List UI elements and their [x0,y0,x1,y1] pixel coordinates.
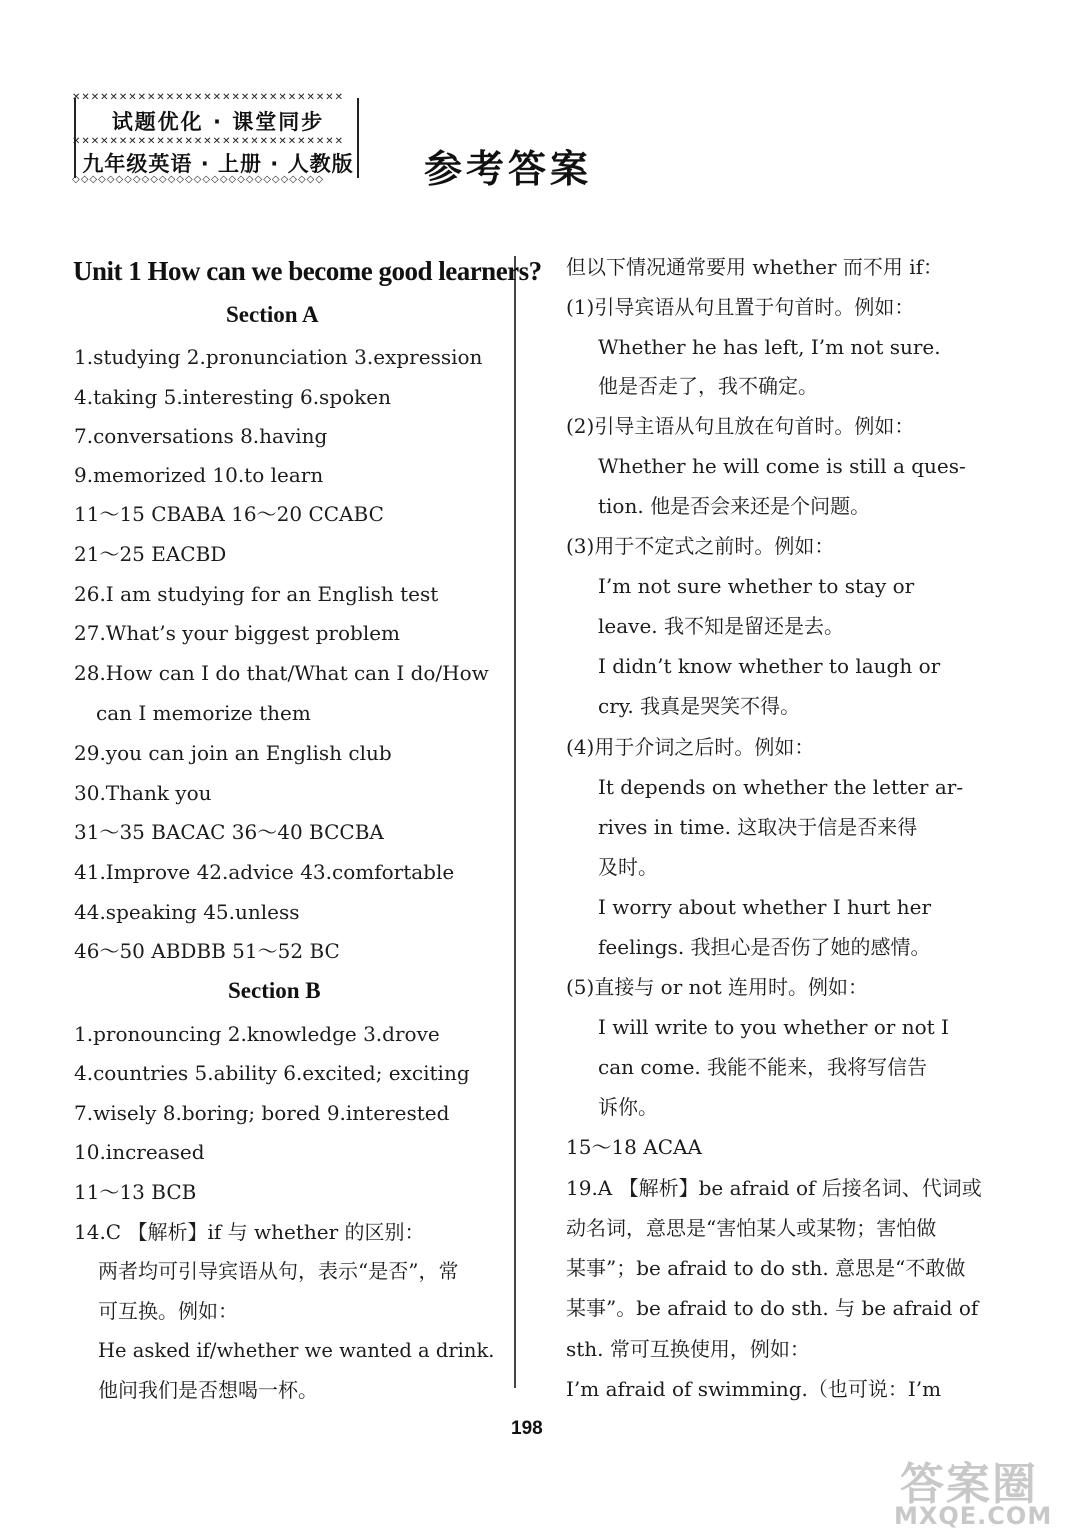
answer-line: sth. 常可互换使用，例如： [566,1337,810,1361]
answer-line: 29.you can join an English club [74,741,392,765]
watermark-url: MXQE.COM [894,1502,1053,1530]
answer-line: Whether he will come is still a ques- [598,454,966,478]
badge-border-middle: ✕✕✕✕✕✕✕✕✕✕✕✕✕✕✕✕✕✕✕✕✕✕✕✕✕✕✕✕✕ [72,136,344,147]
answer-line: can I memorize them [96,701,311,725]
answer-line: 26.I am studying for an English test [74,582,439,606]
answer-line: 可互换。例如： [98,1299,238,1323]
answer-line: 某事”。be afraid to do sth. 与 be afraid of [566,1296,979,1320]
answer-line: 46～50 ABDBB 51～52 BC [74,939,340,963]
answer-line: 诉你。 [598,1095,658,1119]
answer-line: can come. 我能不能来，我将写信告 [598,1055,928,1079]
answer-line: leave. 我不知是留还是去。 [598,614,845,638]
answer-line: 及时。 [598,855,658,879]
answer-line: 27.What’s your biggest problem [74,621,401,645]
series-badge [72,92,364,184]
answer-line: (2)引导主语从句且放在句首时。例如： [566,414,915,438]
column-divider [514,256,516,1388]
answer-line: (3)用于不定式之前时。例如： [566,534,835,558]
answer-line: He asked if/whether we wanted a drink. [98,1339,495,1362]
answer-line: 11～15 CBABA 16～20 CCABC [74,502,384,526]
answer-line: 19.A 【解析】be afraid of 后接名词、代词或 [566,1176,982,1200]
answer-line: I will write to you whether or not I [598,1015,949,1039]
answer-line: 4.taking 5.interesting 6.spoken [74,385,391,409]
answer-line: 他问我们是否想喝一杯。 [98,1378,318,1402]
answer-line: tion. 他是否会来还是个问题。 [598,494,871,518]
section-b-heading: Section B [228,978,321,1003]
answer-line: I didn’t know whether to laugh or [598,654,941,678]
answer-line: 但以下情况通常要用 whether 而不用 if： [566,255,944,279]
answer-line: cry. 我真是哭笑不得。 [598,694,801,718]
answer-line: 44.speaking 45.unless [74,900,300,924]
answer-line: 21～25 EACBD [74,542,227,566]
page-title: 参考答案 [424,147,593,191]
badge-border-bottom: ◇◇◇◇◇◇◇◇◇◇◇◇◇◇◇◇◇◇◇◇◇◇◇◇◇◇◇◇◇ [72,174,325,185]
answer-line: 7.wisely 8.boring; bored 9.interested [74,1101,450,1125]
answer-line: 两者均可引导宾语从句，表示“是否”，常 [98,1259,459,1283]
answer-line: (4)用于介词之后时。例如： [566,735,815,759]
answer-line: 某事”；be afraid to do sth. 意思是“不敢做 [566,1256,966,1280]
answer-line: 他是否走了，我不确定。 [598,374,818,398]
answer-line: 1.studying 2.pronunciation 3.expression [74,345,483,369]
answer-line: 30.Thank you [74,781,212,805]
answer-line: 动名词，意思是“害怕某人或某物；害怕做 [566,1216,937,1240]
answer-line: 10.increased [74,1140,205,1164]
badge-series-name: 试题优化 · 课堂同步 [111,110,325,134]
answer-line: 15～18 ACAA [566,1135,702,1159]
answer-line: 1.pronouncing 2.knowledge 3.drove [74,1022,440,1046]
answer-line: 31～35 BACAC 36～40 BCCBA [74,820,384,844]
answer-line: feelings. 我担心是否伤了她的感情。 [598,935,931,959]
badge-border-top: ✕✕✕✕✕✕✕✕✕✕✕✕✕✕✕✕✕✕✕✕✕✕✕✕✕✕✕✕✕ [72,92,344,103]
answer-line: Whether he has left, I’m not sure. [598,335,941,359]
answer-line: It depends on whether the letter ar- [598,775,964,799]
section-a-heading: Section A [226,302,319,327]
answer-line: 4.countries 5.ability 6.excited; exciting [74,1061,470,1085]
answer-line: 7.conversations 8.having [74,424,328,448]
answer-line: 11～13 BCB [74,1180,197,1204]
answer-line: 14.C 【解析】if 与 whether 的区别： [74,1220,425,1244]
answer-line: 41.Improve 42.advice 43.comfortable [74,860,455,884]
answer-line: (5)直接与 or not 连用时。例如： [566,975,868,999]
answer-line: I’m afraid of swimming.（也可说：I’m [566,1377,942,1401]
answer-line: I worry about whether I hurt her [598,895,931,919]
badge-grade-edition: 九年级英语 · 上册 · 人教版 [82,152,354,176]
answer-line: I’m not sure whether to stay or [598,574,915,598]
unit-title: Unit 1 How can we become good learners? [73,256,542,286]
answer-line: 9.memorized 10.to learn [74,463,324,487]
answer-line: rives in time. 这取决于信是否来得 [598,815,918,839]
answer-line: (1)引导宾语从句且置于句首时。例如： [566,295,915,319]
answer-line: 28.How can I do that/What can I do/How [74,661,489,685]
watermark-logo-text: 答案圈 [900,1459,1038,1510]
page-number: 198 [511,1418,543,1439]
site-watermark [890,1448,1065,1532]
